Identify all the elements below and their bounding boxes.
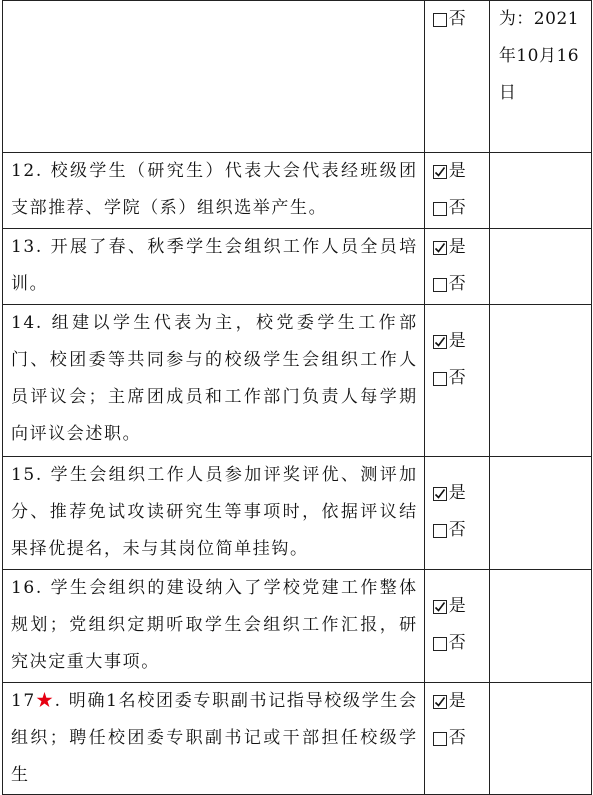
options-cell — [424, 457, 489, 570]
option-yes[interactable]: 是 — [433, 229, 489, 266]
option-yes[interactable]: 是 — [433, 323, 489, 360]
checkbox-checked[interactable] — [433, 335, 447, 349]
checklist-table — [2, 0, 592, 795]
item-number: 17 — [11, 691, 36, 711]
item-description: 17★. 明确1名校团委专职副书记指导校级学生会组织；聘任校团委专职副书记或干部担任校级学生 — [11, 691, 418, 785]
options-cell — [424, 570, 489, 683]
description-cell — [3, 1, 425, 153]
option-yes[interactable]: 是 — [433, 588, 489, 625]
option-no[interactable]: 否 — [433, 190, 489, 227]
option-no[interactable]: 否 — [433, 360, 489, 397]
options-cell — [424, 1, 489, 153]
note-cell — [489, 1, 591, 153]
description-cell — [3, 457, 425, 570]
table-row — [3, 153, 592, 229]
option-yes[interactable]: 是 — [433, 475, 489, 512]
option-no[interactable]: 否 — [433, 512, 489, 549]
note-text: 为：2021年10月16日 — [498, 9, 580, 103]
table-row — [3, 305, 592, 457]
checkbox[interactable] — [433, 637, 447, 651]
checkbox-checked[interactable] — [433, 487, 447, 501]
options-cell — [424, 305, 489, 457]
checkbox-checked[interactable] — [433, 600, 447, 614]
note-cell — [489, 305, 591, 457]
item-description: 14. 组建以学生代表为主，校党委学生工作部门、校团委等共同参与的校级学生会组织工作人员评议会；主席团成员和工作部门负责人每学期向评议会述职。 — [11, 313, 418, 444]
checkbox[interactable] — [433, 202, 447, 216]
checkbox[interactable] — [433, 13, 447, 27]
note-cell — [489, 570, 591, 683]
note-cell — [489, 457, 591, 570]
option-yes[interactable]: 是 — [433, 153, 489, 190]
description-cell — [3, 570, 425, 683]
note-cell — [489, 153, 591, 229]
options-cell — [424, 153, 489, 229]
option-no[interactable]: 否 — [433, 625, 489, 662]
item-description: 12. 校级学生（研究生）代表大会代表经班级团支部推荐、学院（系）组织选举产生。 — [11, 161, 418, 218]
item-description: 16. 学生会组织的建设纳入了学校党建工作整体规划；党组织定期听取学生会组织工作汇报，研究决定重大事项。 — [11, 578, 418, 672]
table-row — [3, 1, 592, 153]
table-row — [3, 683, 592, 795]
options-cell — [424, 683, 489, 795]
checkbox[interactable] — [433, 524, 447, 538]
option-no[interactable]: 否 — [433, 1, 489, 38]
option-no[interactable]: 否 — [433, 720, 489, 757]
checkbox[interactable] — [433, 278, 447, 292]
checkbox[interactable] — [433, 732, 447, 746]
description-cell — [3, 683, 425, 795]
table-row — [3, 570, 592, 683]
checkbox-checked[interactable] — [433, 695, 447, 709]
option-no[interactable]: 否 — [433, 266, 489, 303]
option-yes[interactable]: 是 — [433, 683, 489, 720]
description-cell — [3, 305, 425, 457]
description-cell — [3, 229, 425, 305]
item-description: 13. 开展了春、秋季学生会组织工作人员全员培训。 — [11, 237, 418, 294]
note-cell — [489, 683, 591, 795]
item-description: 15. 学生会组织工作人员参加评奖评优、测评加分、推荐免试攻读研究生等事项时，依据评议结果择优提名，未与其岗位简单挂钩。 — [11, 465, 418, 559]
note-cell — [489, 229, 591, 305]
table-row — [3, 229, 592, 305]
options-cell — [424, 229, 489, 305]
checkbox-checked[interactable] — [433, 241, 447, 255]
checkbox[interactable] — [433, 372, 447, 386]
checkbox-checked[interactable] — [433, 165, 447, 179]
description-cell — [3, 153, 425, 229]
table-row — [3, 457, 592, 570]
star-icon: ★ — [35, 691, 55, 711]
